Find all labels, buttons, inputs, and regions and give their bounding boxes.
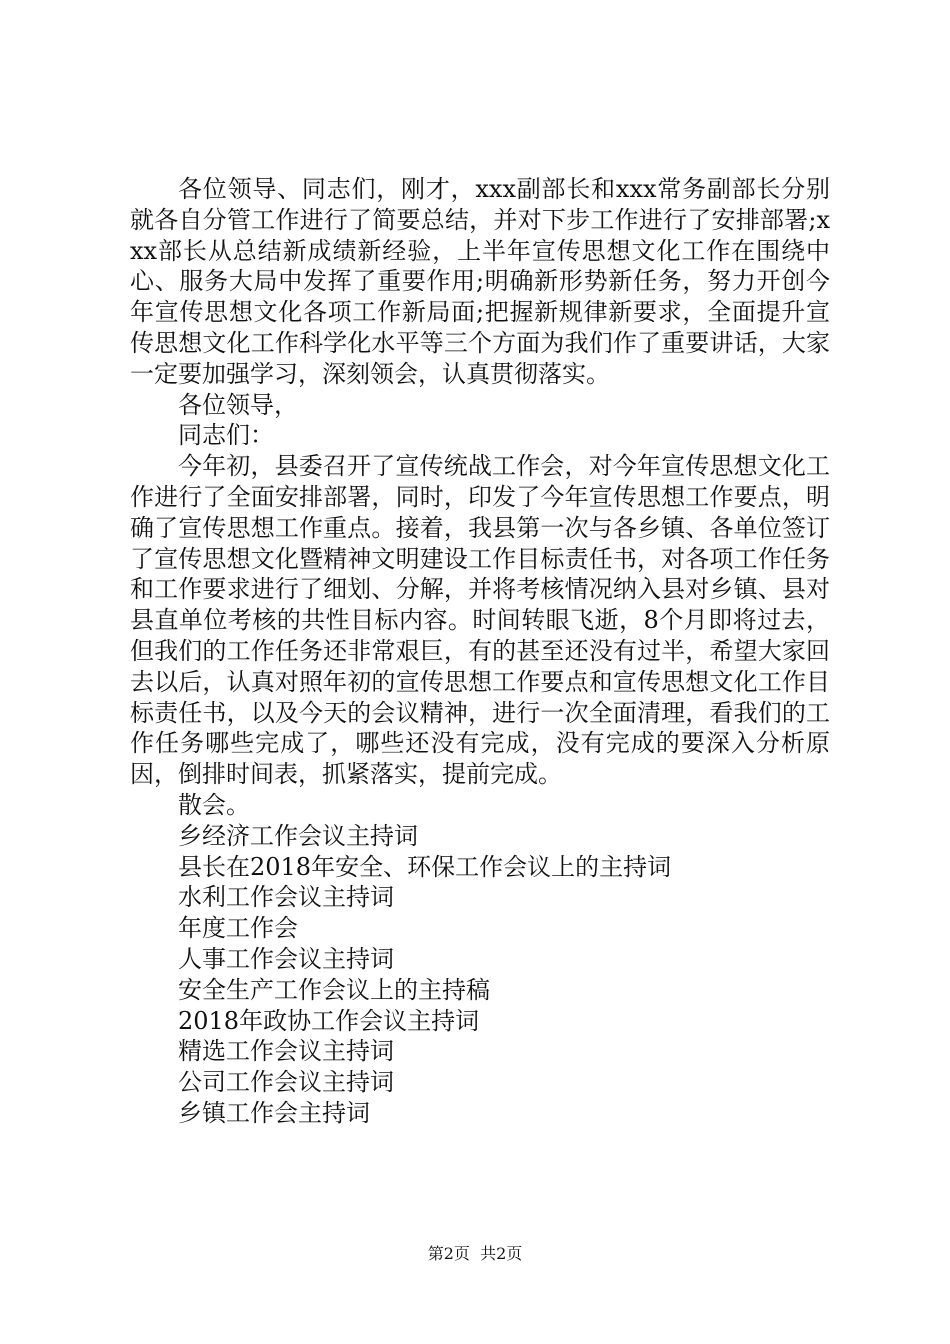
related-title: 水利工作会议主持词 bbox=[178, 883, 394, 912]
related-title: 人事工作会议主持词 bbox=[178, 944, 394, 973]
page-number: 第2页 bbox=[427, 1244, 470, 1263]
related-title: 公司工作会议主持词 bbox=[178, 1068, 394, 1097]
footer-spacer bbox=[470, 1244, 480, 1263]
paragraph-work-review: 今年初，县委召开了宣传统战工作会，对今年宣传思想文化工作进行了全面安排部署，同时，印发了今年宣传思想工作要点，明确了宣传思想工作重点。接着，我县第一次与各乡镇、各单位签订了宣传思想文化暨精神文明建设工作目标责任书，对各项工作任务和工作要求进行了细划、分解，并将考核情况纳入县对乡镇、县对县直单位考核的共性目标内容。时间转眼飞逝，8个月即将过去，但我们的工作任务还非常艰巨，有的甚至还没有过半，希望大家回去以后，认真对照年初的宣传思想工作要点和宣传思想文化工作目标责任书，以及今天的会议精神，进行一次全面清理，看我们的工作任务哪些完成了，哪些还没有完成，没有完成的要深入分析原因，倒排时间表，抓紧落实，提前完成。 bbox=[130, 452, 830, 789]
document-body bbox=[130, 174, 830, 1129]
page-footer bbox=[0, 1244, 950, 1264]
related-title: 安全生产工作会议上的主持稿 bbox=[178, 975, 490, 1004]
related-titles-list bbox=[130, 821, 830, 1129]
paragraph-salutation-comrades: 同志们： bbox=[178, 421, 274, 450]
related-title: 年度工作会 bbox=[178, 914, 298, 943]
related-title: 乡经济工作会议主持词 bbox=[178, 821, 418, 850]
related-title: 乡镇工作会主持词 bbox=[178, 1098, 370, 1127]
paragraph-adjourn: 散会。 bbox=[178, 790, 250, 819]
related-title: 2018年政协工作会议主持词 bbox=[178, 1006, 480, 1035]
related-title: 县长在2018年安全、环保工作会议上的主持词 bbox=[178, 852, 672, 881]
paragraph-opening-remarks: 各位领导、同志们，刚才，xxx副部长和xxx常务副部长分别就各自分管工作进行了简要总结，并对下步工作进行了安排部署;xxx部长从总结新成绩新经验，上半年宣传思想文化工作在围绕中心、服务大局中发挥了重要作用;明确新形势新任务，努力开创今年宣传思想文化各项工作新局面;把握新规律新要求，全面提升宣传思想文化工作科学化水平等三个方面为我们作了重要讲话，大家一定要加强学习，深刻领会，认真贯彻落实。 bbox=[130, 175, 830, 388]
page-total: 共2页 bbox=[480, 1244, 523, 1263]
paragraph-salutation-leaders: 各位领导， bbox=[178, 390, 298, 419]
related-title: 精选工作会议主持词 bbox=[178, 1037, 394, 1066]
